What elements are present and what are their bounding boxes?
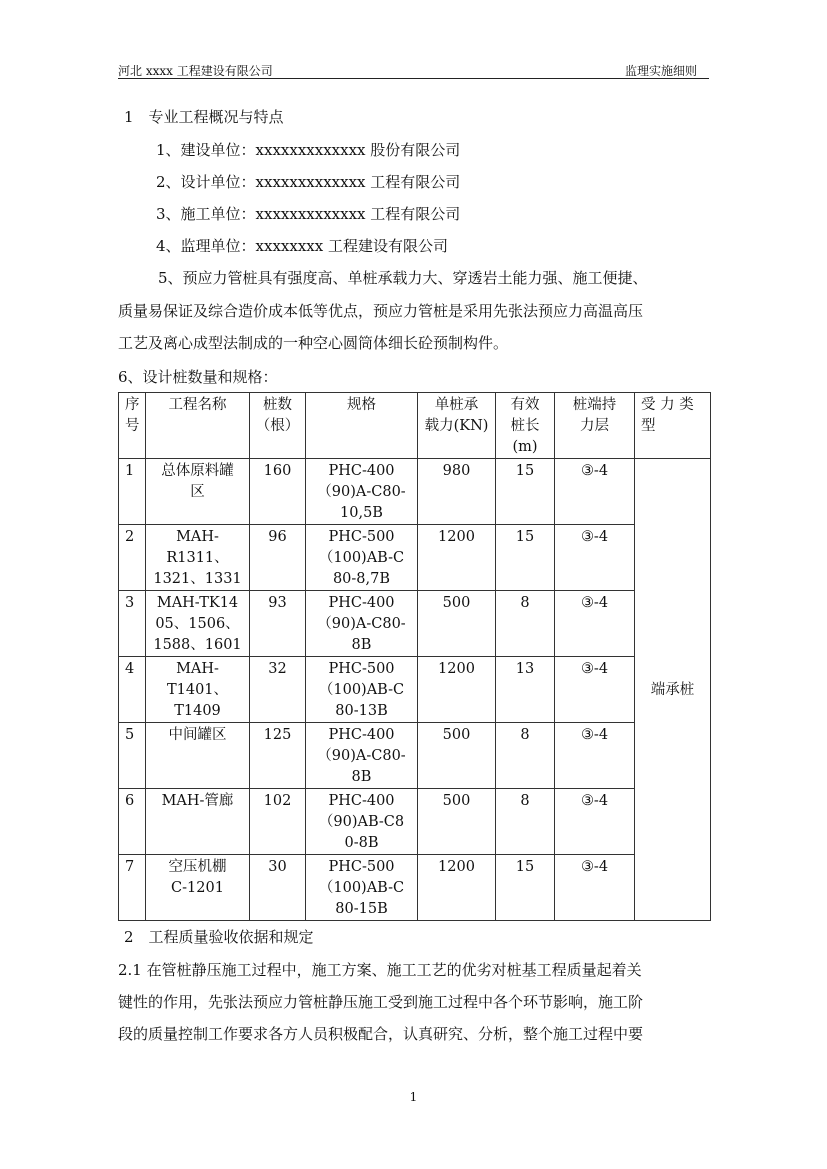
- row-capacity: 1200: [418, 855, 496, 921]
- pile-spec-table: [118, 392, 711, 921]
- row-length: 15: [496, 459, 555, 525]
- row-name: 中间罐区: [146, 723, 250, 789]
- header-doc-title: 监理实施细则: [624, 64, 697, 78]
- row-seq: 5: [119, 723, 146, 789]
- row-count: 30: [250, 855, 306, 921]
- row-spec: PHC-500 （100)AB-C 80-8,7B: [306, 525, 418, 591]
- table-row: [119, 789, 711, 855]
- row-count: 93: [250, 591, 306, 657]
- row-name: MAH-R1311、 1321、1331: [146, 525, 250, 591]
- row-layer: ③-4: [555, 789, 635, 855]
- row-count: 96: [250, 525, 306, 591]
- row-layer: ③-4: [555, 657, 635, 723]
- row-capacity: 500: [418, 723, 496, 789]
- row-count: 125: [250, 723, 306, 789]
- row-layer: ③-4: [555, 459, 635, 525]
- section1-heading: 1 专业工程概况与特点: [124, 108, 284, 126]
- header-length: 有效 桩长 (m): [496, 393, 555, 459]
- row-capacity: 500: [418, 789, 496, 855]
- row-name: MAH-T1401、 T1409: [146, 657, 250, 723]
- row-seq: 6: [119, 789, 146, 855]
- row-spec: PHC-400 （90)AB-C8 0-8B: [306, 789, 418, 855]
- table-row: [119, 657, 711, 723]
- row-length: 15: [496, 855, 555, 921]
- row-seq: 1: [119, 459, 146, 525]
- para5-line2: 质量易保证及综合造价成本低等优点，预应力管桩是采用先张法预应力高温高压: [118, 302, 644, 320]
- table-row: [119, 855, 711, 921]
- section2-heading: 2 工程质量验收依据和规定: [124, 928, 314, 946]
- row-count: 32: [250, 657, 306, 723]
- row-layer: ③-4: [555, 855, 635, 921]
- row-count: 102: [250, 789, 306, 855]
- row-layer: ③-4: [555, 591, 635, 657]
- row-length: 8: [496, 723, 555, 789]
- row-length: 15: [496, 525, 555, 591]
- table-header-row: [119, 393, 711, 459]
- row-spec: PHC-400 （90)A-C80- 8B: [306, 591, 418, 657]
- para5-line3: 工艺及离心成型法制成的一种空心圆筒体细长砼预制构件。: [118, 334, 509, 352]
- row-length: 13: [496, 657, 555, 723]
- row-seq: 3: [119, 591, 146, 657]
- header-layer: 桩端持 力层: [555, 393, 635, 459]
- item-builder-unit: 3、施工单位：xxxxxxxxxxxxx 工程有限公司: [156, 205, 461, 223]
- row-name: 总体原料罐 区: [146, 459, 250, 525]
- para5-line1: 5、预应力管桩具有强度高、单桩承载力大、穿透岩土能力强、施工便捷、: [158, 269, 648, 287]
- table-row: [119, 723, 711, 789]
- header-spec: 规格: [306, 393, 418, 459]
- header-seq: 序 号: [119, 393, 146, 459]
- row-length: 8: [496, 591, 555, 657]
- table-row: [119, 525, 711, 591]
- table-row: [119, 591, 711, 657]
- row-count: 160: [250, 459, 306, 525]
- row-seq: 7: [119, 855, 146, 921]
- section2-line2: 键性的作用，先张法预应力管桩静压施工受到施工过程中各个环节影响，施工阶: [118, 993, 644, 1011]
- item-design-unit: 2、设计单位：xxxxxxxxxxxxx 工程有限公司: [156, 173, 461, 191]
- row-capacity: 980: [418, 459, 496, 525]
- row-seq: 4: [119, 657, 146, 723]
- header-company: 河北 xxxx 工程建设有限公司: [118, 64, 273, 78]
- row-capacity: 500: [418, 591, 496, 657]
- row-layer: ③-4: [555, 525, 635, 591]
- item-construction-unit: 1、建设单位：xxxxxxxxxxxxx 股份有限公司: [156, 141, 461, 159]
- row-name: 空压机棚 C-1201: [146, 855, 250, 921]
- row-seq: 2: [119, 525, 146, 591]
- row-spec: PHC-500 （100)AB-C 80-15B: [306, 855, 418, 921]
- item6-title: 6、设计桩数量和规格：: [118, 368, 278, 386]
- row-spec: PHC-500 （100)AB-C 80-13B: [306, 657, 418, 723]
- header-count: 桩数 （根）: [250, 393, 306, 459]
- row-spec: PHC-400 （90)A-C80- 10,5B: [306, 459, 418, 525]
- header-name: 工程名称: [146, 393, 250, 459]
- row-spec: PHC-400 （90)A-C80- 8B: [306, 723, 418, 789]
- item-supervision-unit: 4、监理单位：xxxxxxxx 工程建设有限公司: [156, 237, 448, 255]
- section2-line1: 2.1 在管桩静压施工过程中，施工方案、施工工艺的优劣对桩基工程质量起着关: [118, 961, 642, 979]
- page-header: [118, 62, 709, 79]
- header-force: 受 力 类 型: [635, 393, 711, 459]
- row-name: MAH-TK14 05、1506、 1588、1601: [146, 591, 250, 657]
- row-layer: ③-4: [555, 723, 635, 789]
- header-capacity: 单桩承 载力(KN): [418, 393, 496, 459]
- section2-line3: 段的质量控制工作要求各方人员积极配合，认真研究、分析，整个施工过程中要: [118, 1025, 644, 1043]
- table-row: [119, 459, 711, 525]
- row-length: 8: [496, 789, 555, 855]
- row-name: MAH-管廊: [146, 789, 250, 855]
- force-type-cell: 端承桩: [635, 459, 711, 921]
- page-number: 1: [409, 1090, 418, 1104]
- row-capacity: 1200: [418, 657, 496, 723]
- row-capacity: 1200: [418, 525, 496, 591]
